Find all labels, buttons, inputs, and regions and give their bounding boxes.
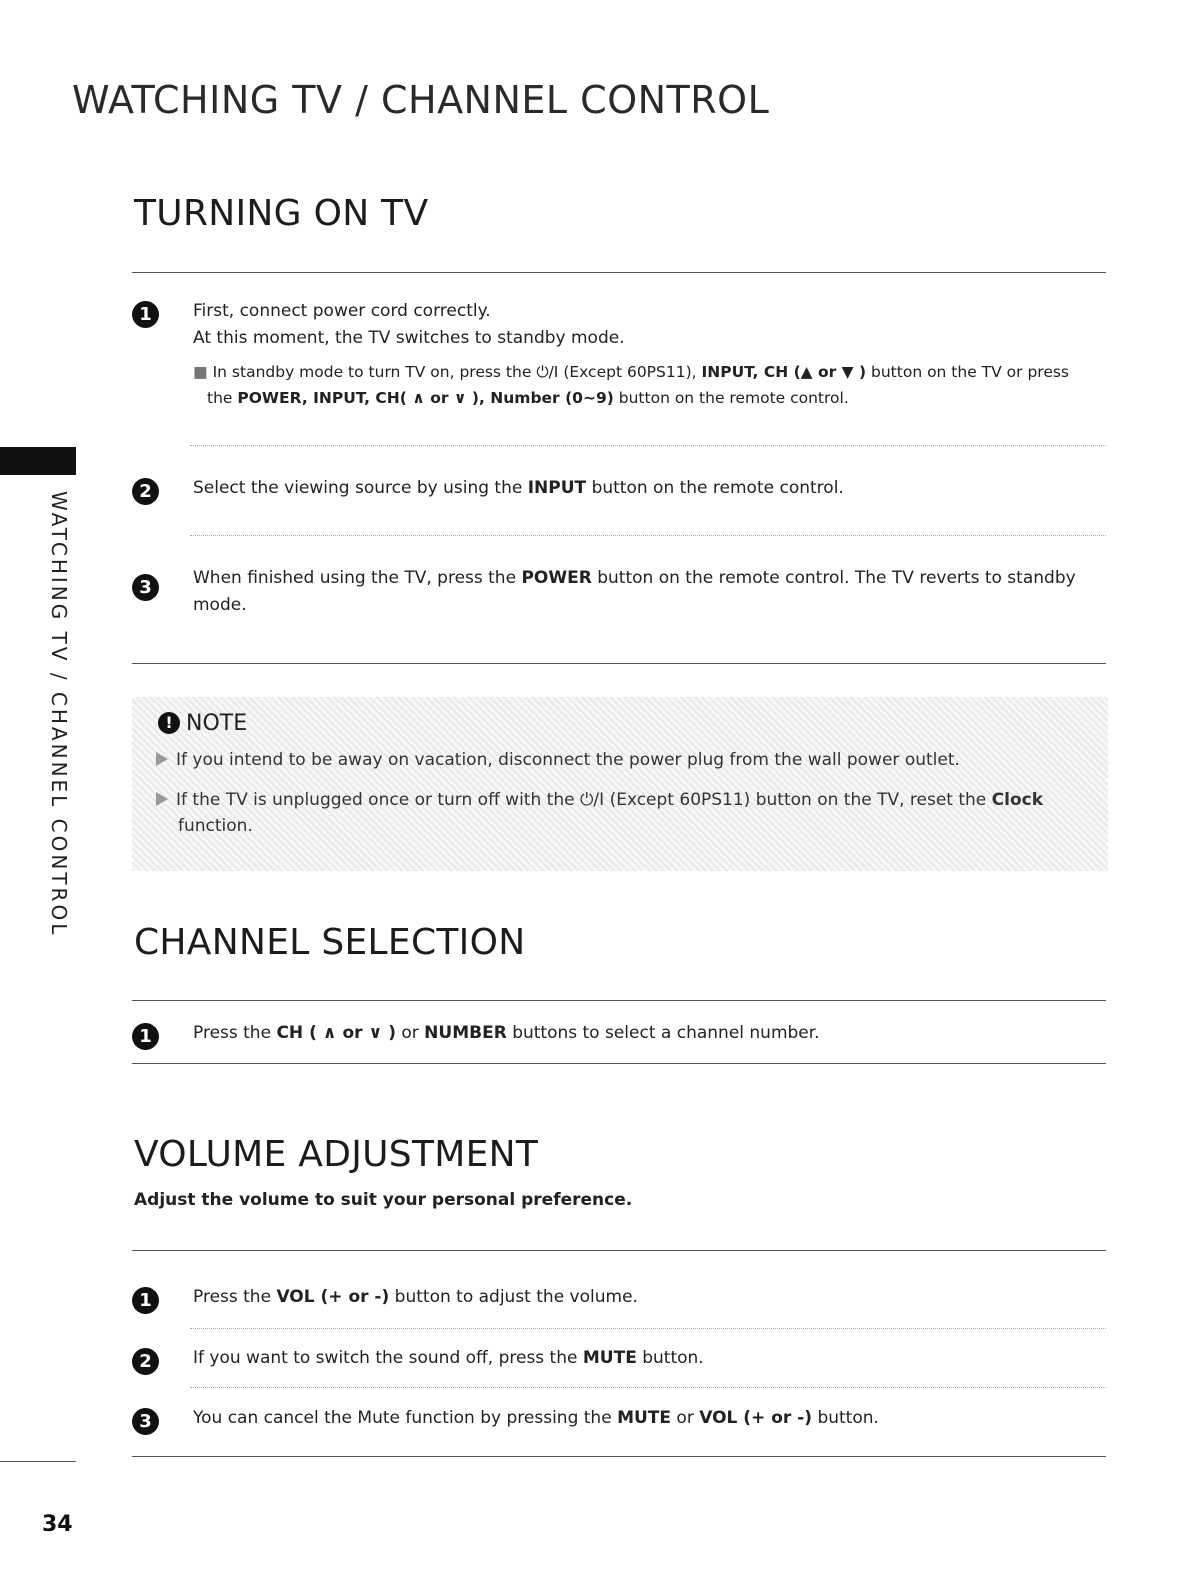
bullet-arrow-icon bbox=[156, 752, 168, 766]
step-text bbox=[193, 298, 625, 352]
power-button-label: POWER bbox=[521, 568, 592, 588]
step1-sub-note: ■ In standby mode to turn TV on, press the ⏻/I (Except 60PS11), INPUT, CH (▲ or ▼ ) button on the TV or press the POWER, INPUT, CH( ∧ or ∨ ), Number (0~9) button on the remote control. bbox=[193, 363, 1070, 407]
vol-s3-a: You can cancel the Mute function by pressing the bbox=[193, 1408, 612, 1428]
dotted-divider bbox=[190, 535, 1106, 536]
note-line-2-c: function. bbox=[178, 816, 253, 836]
dotted-divider bbox=[190, 1387, 1106, 1388]
dotted-divider bbox=[190, 445, 1106, 446]
step-number: 1 bbox=[132, 1023, 159, 1050]
step2-b: button on the remote control. bbox=[591, 478, 844, 498]
note-line-1 bbox=[156, 747, 1086, 773]
volume-title: VOLUME ADJUSTMENT bbox=[134, 1134, 539, 1175]
volume-step2-text bbox=[193, 1345, 704, 1372]
vol-button-label: VOL (+ or -) bbox=[699, 1408, 813, 1428]
mute-button-label: MUTE bbox=[582, 1348, 637, 1368]
step1-sub3: button on the TV or press bbox=[871, 363, 1070, 381]
step3-c: mode. bbox=[193, 595, 247, 615]
note-title bbox=[158, 711, 247, 736]
step-number: 2 bbox=[132, 478, 159, 505]
vol-s1-a: Press the bbox=[193, 1287, 272, 1307]
step3-text bbox=[193, 565, 1093, 619]
vol-s3-c: button. bbox=[817, 1408, 879, 1428]
step-number: 3 bbox=[132, 1408, 159, 1435]
channel-a: Press the bbox=[193, 1023, 272, 1043]
divider bbox=[132, 1456, 1106, 1457]
step-number: 1 bbox=[132, 301, 159, 328]
turning-on-title: TURNING ON TV bbox=[134, 193, 429, 234]
note-box bbox=[132, 697, 1108, 871]
vol-s1-b: button to adjust the volume. bbox=[394, 1287, 638, 1307]
power-symbol: ⏻/I bbox=[536, 363, 559, 381]
volume-step1-text bbox=[193, 1284, 638, 1311]
step1-sub5: button on the remote control. bbox=[618, 389, 849, 407]
divider bbox=[132, 1250, 1106, 1251]
note-line-2 bbox=[156, 787, 1086, 839]
mute-button-label: MUTE bbox=[617, 1408, 672, 1428]
step1-line1: First, connect power cord correctly. bbox=[193, 301, 491, 321]
note-line-2-b: (Except 60PS11) button on the TV, reset the bbox=[609, 790, 987, 810]
vol-s3-b: or bbox=[676, 1408, 694, 1428]
step2-a: Select the viewing source by using the bbox=[193, 478, 523, 498]
clock-label: Clock bbox=[991, 790, 1044, 810]
channel-c: buttons to select a channel number. bbox=[512, 1023, 820, 1043]
step1-line2: At this moment, the TV switches to standby mode. bbox=[193, 328, 625, 348]
note-icon: ! bbox=[158, 712, 180, 734]
ch-button-label: CH ( ∧ or ∨ ) bbox=[276, 1023, 396, 1043]
step-number: 2 bbox=[132, 1348, 159, 1375]
dotted-divider bbox=[190, 1328, 1106, 1329]
power-symbol: ⏻/I bbox=[579, 790, 605, 810]
channel-step-text bbox=[193, 1020, 820, 1047]
note-line-1-text: If you intend to be away on vacation, disconnect the power plug from the wall power outlet. bbox=[176, 750, 960, 770]
note-title-text: NOTE bbox=[186, 711, 248, 736]
step1-sub2: (Except 60PS11), bbox=[563, 363, 697, 381]
remote-buttons: POWER, INPUT, CH( ∧ or ∨ ), Number (0~9) bbox=[237, 389, 614, 407]
side-tab-marker bbox=[0, 447, 76, 475]
vol-s2-b: button. bbox=[642, 1348, 704, 1368]
step3-a: When finished using the TV, press the bbox=[193, 568, 517, 588]
step-number: 1 bbox=[132, 1287, 159, 1314]
step3-b: button on the remote control. The TV reverts to standby bbox=[597, 568, 1076, 588]
volume-subtitle: Adjust the volume to suit your personal preference. bbox=[134, 1190, 633, 1210]
input-button-label: INPUT bbox=[527, 478, 587, 498]
number-button-label: NUMBER bbox=[424, 1023, 507, 1043]
note-line-2-a: If the TV is unplugged once or turn off with the bbox=[176, 790, 575, 810]
vol-s2-a: If you want to switch the sound off, press the bbox=[193, 1348, 578, 1368]
divider bbox=[132, 272, 1106, 273]
footer-rule bbox=[0, 1461, 76, 1462]
step-number: 3 bbox=[132, 574, 159, 601]
channel-selection-title: CHANNEL SELECTION bbox=[134, 922, 526, 963]
step2-text bbox=[193, 475, 844, 502]
channel-b: or bbox=[401, 1023, 419, 1043]
divider bbox=[132, 1063, 1106, 1064]
input-ch-buttons: INPUT, CH (▲ or ▼ ) bbox=[701, 363, 867, 381]
page-title: WATCHING TV / CHANNEL CONTROL bbox=[72, 78, 770, 122]
volume-step3-text bbox=[193, 1405, 879, 1432]
divider bbox=[132, 663, 1106, 664]
divider bbox=[132, 1000, 1106, 1001]
step1-sub1: In standby mode to turn TV on, press the bbox=[212, 363, 532, 381]
bullet-arrow-icon bbox=[156, 792, 168, 806]
step1-sub4: the bbox=[207, 389, 233, 407]
side-tab-label: WATCHING TV / CHANNEL CONTROL bbox=[47, 491, 71, 938]
page-number: 34 bbox=[42, 1512, 73, 1537]
vol-button-label: VOL (+ or -) bbox=[276, 1287, 390, 1307]
